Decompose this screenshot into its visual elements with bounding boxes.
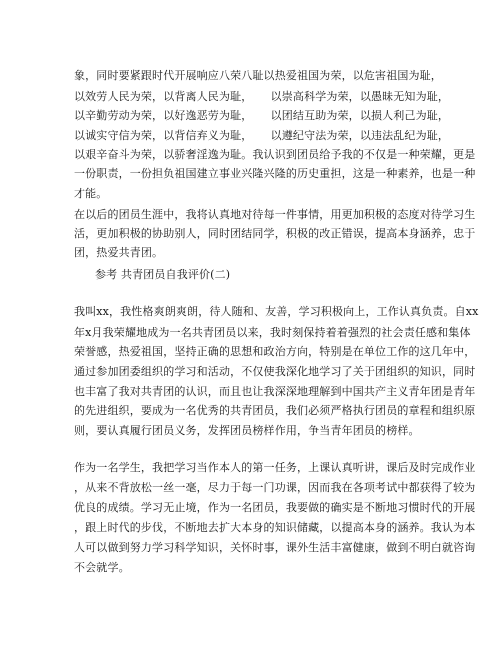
paragraph-line: 不会就学。 xyxy=(74,561,130,574)
paragraph-line: 活，更加积极的协助别人，同时团结同学，积极的改正错误，提高本身涵养，忠于 xyxy=(74,227,476,240)
paragraph-line: 才能。 xyxy=(74,187,108,200)
paragraph-line: 以效劳人民为荣，以背离人民为耻， 以崇高科学为荣，以愚昧无知为耻， xyxy=(74,90,450,103)
section-heading: 参考 共青团员自我评价(二) xyxy=(95,268,231,281)
paragraph-line: ，从来不背放松一丝一毫，尽力于每一门功课，因而我在各项考试中都获得了较为 xyxy=(74,481,476,494)
paragraph-line: 象，同时要紧跟时代开展响应八荣八耻以热爱祖国为荣，以危害祖国为耻， xyxy=(74,69,442,82)
paragraph-line: ，跟上时代的步伐，不断地去扩大本身的知识储藏，以提高本身的涵养。我认为本 xyxy=(74,521,476,534)
paragraph-line: 团，热爱共青团。 xyxy=(74,246,164,259)
paragraph-line: 通过参加团委组织的学习和活动，不仅使我深化地学习了关于团组织的知识，同时 xyxy=(74,365,476,378)
paragraph-line: 优良的成绩。学习无止境，作为一名团员，我要做的确实是不断地习惯时代的开展 xyxy=(74,501,476,514)
paragraph-line: 荣誉感，热爱祖国，坚持正确的思想和政治方向，特别是在单位工作的这几年中， xyxy=(74,345,476,358)
paragraph-line: 人可以做到努力学习科学知识，关怀时事，课外生活丰富健康，做到不明白就咨询 xyxy=(74,541,476,554)
paragraph-line: 的先进组织，要成为一名优秀的共青团员，我们必须严格执行团员的章程和组织原 xyxy=(74,404,476,417)
paragraph-line: 以艰辛奋斗为荣，以骄奢淫逸为耻。我认识到团员给予我的不仅是一种荣耀，更是 xyxy=(74,148,476,161)
paragraph-line: 以诚实守信为荣，以背信弃义为耻， 以遵纪守法为荣，以违法乱纪为耻， xyxy=(74,129,450,142)
paragraph-line: 我叫xx，我性格爽朗爽朗，待人随和、友善，学习积极向上，工作认真负责。自xx xyxy=(74,305,479,318)
paragraph-line: 以辛勤劳动为荣，以好逸恶劳为耻， 以团结互助为荣，以损人利己为耻， xyxy=(74,109,450,122)
paragraph-line: 则，要认真履行团员义务，发挥团员榜样作用，争当青年团员的榜样。 xyxy=(74,424,420,437)
paragraph-line: 也丰富了我对共青团的认识，而且也让我深深地理解到中国共产主义青年团是青年 xyxy=(74,385,476,398)
paragraph-line: 年x月我荣耀地成为一名共青团员以来，我时刻保持着着强烈的社会责任感和集体 xyxy=(74,326,471,339)
paragraph-line: 在以后的团员生涯中，我将认真地对待每一件事情，用更加积极的态度对待学习生 xyxy=(74,208,476,221)
paragraph-line: 一份职责，一份担负祖国建立事业兴隆兴隆的历史重担，这是一种素养，也是一种 xyxy=(74,167,476,180)
paragraph-line: 作为一名学生，我把学习当作本人的第一任务，上课认真听讲，课后及时完成作业 xyxy=(74,461,476,474)
